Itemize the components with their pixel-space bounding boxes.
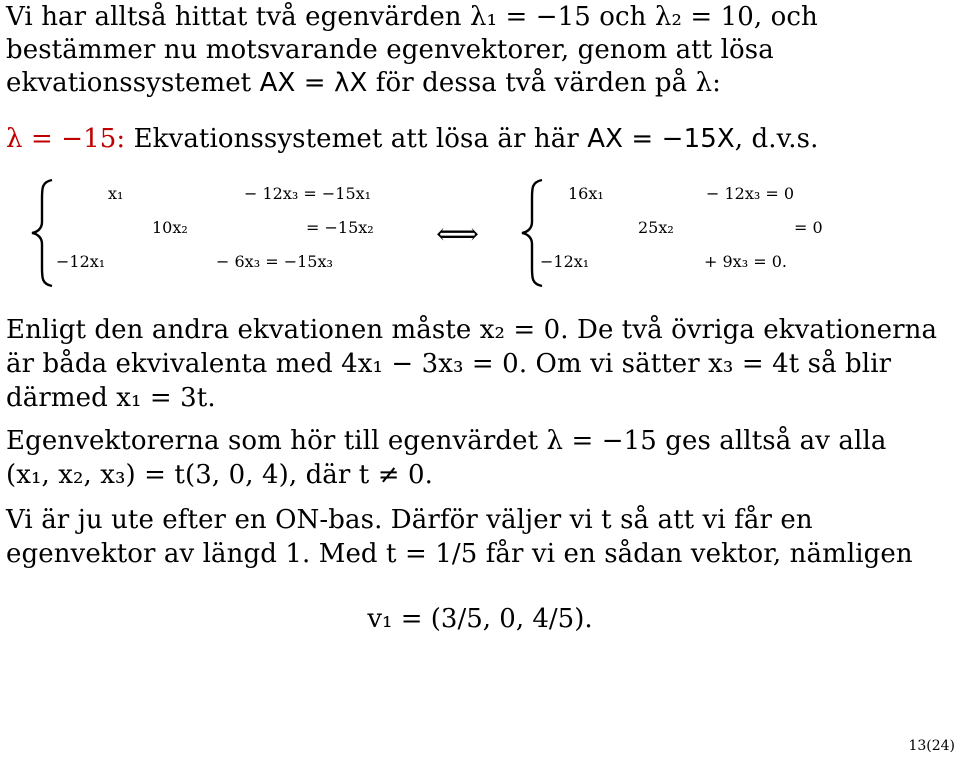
right-row3-col1: −12x₁ — [540, 252, 590, 271]
left-row2-col2: 10x₂ — [152, 218, 188, 237]
left-row3-col1: −12x₁ — [56, 252, 106, 271]
para2-line-1: Egenvektorerna som hör till egenvärdet λ = −15 ges alltså av alla — [6, 426, 887, 456]
equivalence-arrow-icon: ⟺ — [436, 217, 480, 252]
case-text-before: Ekvationssystemet att lösa är här — [125, 124, 588, 154]
right-row1-col3: − 12x₃ = 0 — [706, 184, 795, 203]
para3-line-2: egenvektor av längd 1. Med t = 1/5 får vi en sådan vektor, nämligen — [6, 539, 913, 569]
case-text-after: , d.v.s. — [734, 124, 819, 154]
case-line — [6, 124, 818, 154]
para2-line-2: (x₁, x₂, x₃) = t(3, 0, 4), där t ≠ 0. — [6, 460, 433, 490]
para1-line-3: därmed x₁ = 3t. — [6, 383, 216, 413]
left-row1-col1: x₁ — [108, 184, 124, 203]
right-row1-col1: 16x₁ — [568, 184, 604, 203]
result-equation: v₁ = (3/5, 0, 4/5). — [367, 604, 593, 634]
right-row3-col3: + 9x₃ = 0. — [704, 252, 787, 271]
left-row1-col3: − 12x₃ = −15x₁ — [244, 184, 372, 203]
intro-equation: AX = λX — [259, 68, 368, 98]
intro-line-3-before: ekvationssystemet — [6, 68, 260, 98]
para1-line-1: Enligt den andra ekvationen måste x₂ = 0. De två övriga ekvationerna — [6, 315, 938, 345]
right-brace-icon — [518, 178, 548, 288]
intro-line-3 — [6, 68, 721, 98]
para3-line-1: Vi är ju ute efter en ON-bas. Därför väljer vi t så att vi får en — [6, 505, 813, 535]
page-number: 13(24) — [908, 738, 955, 754]
right-row2-col2: 25x₂ — [638, 218, 674, 237]
case-equation: AX = −15X — [587, 124, 735, 154]
left-row2-col3: = −15x₂ — [306, 218, 374, 237]
left-row3-col3: − 6x₃ = −15x₃ — [216, 252, 333, 271]
right-row2-col3: = 0 — [794, 218, 823, 237]
left-brace-icon — [28, 178, 58, 288]
case-label: λ = −15: — [6, 124, 126, 154]
intro-line-2: bestämmer nu motsvarande egenvektorer, genom att lösa — [6, 35, 774, 65]
intro-line-3-after: för dessa två värden på λ: — [367, 68, 722, 98]
intro-line-1: Vi har alltså hittat två egenvärden λ₁ = −15 och λ₂ = 10, och — [6, 2, 818, 32]
para1-line-2: är båda ekvivalenta med 4x₁ − 3x₃ = 0. Om vi sätter x₃ = 4t så blir — [6, 349, 892, 379]
